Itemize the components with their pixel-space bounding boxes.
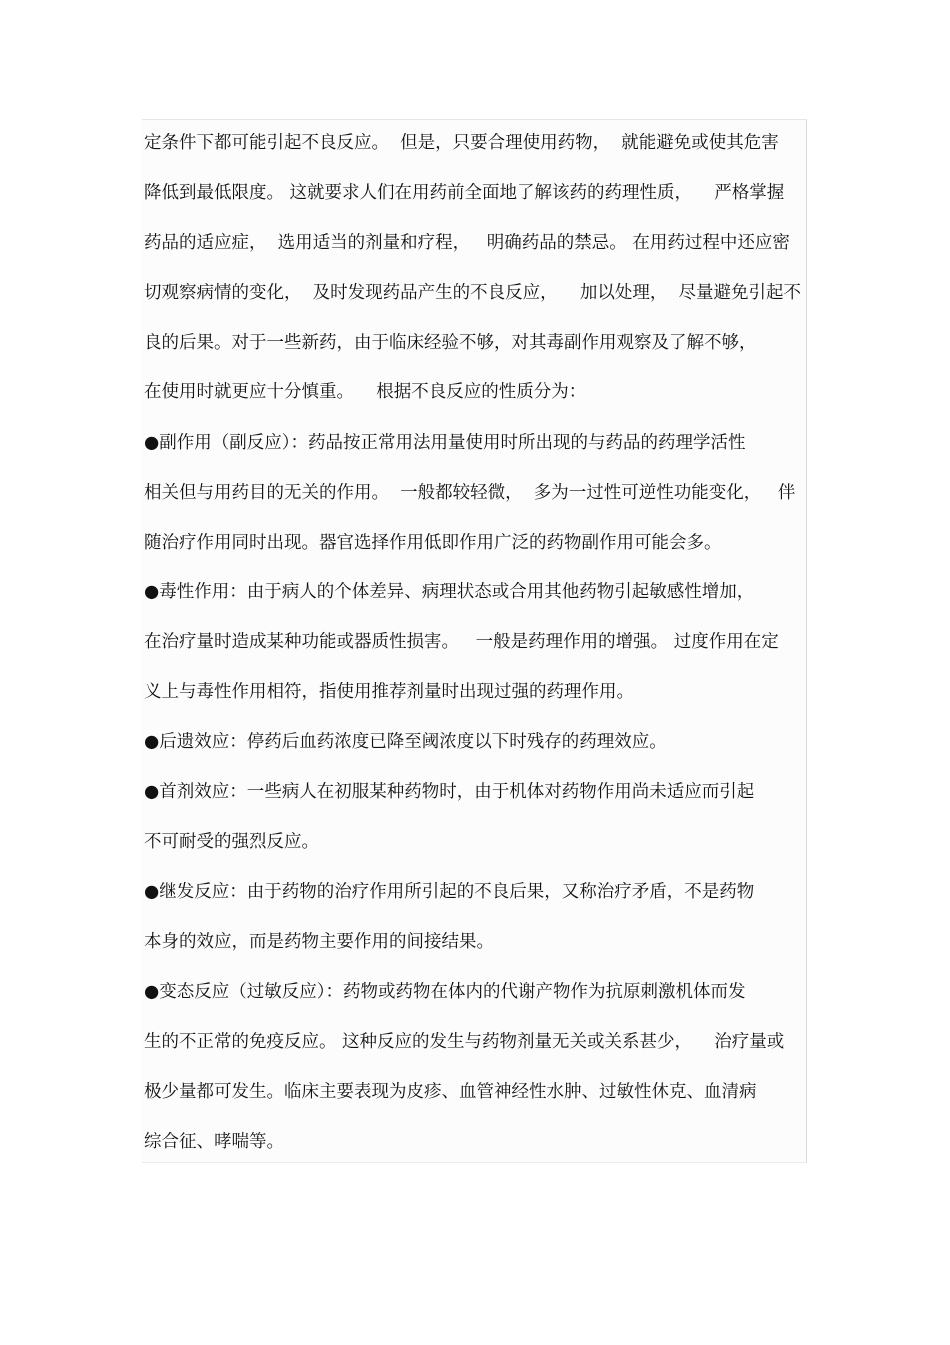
bullet-item-first-dose-effect: ●首剂效应：一些病人在初服某种药物时，由于机体对药物作用尚未适应而引起 [144, 782, 755, 802]
text-line: 切观察病情的变化， 及时发现药品产生的不良反应， 加以处理， 尽量避免引起不 [144, 283, 801, 303]
text-line: 降低到最低限度。 这就要求人们在用药前全面地了解该药的药理性质， 严格掌握 [144, 183, 785, 203]
bullet-item-allergic-reaction: ●变态反应（过敏反应）：药物或药物在体内的代谢产物作为抗原刺激机体而发 [144, 982, 746, 1002]
bullet-item-toxic-effect: ●毒性作用：由于病人的个体差异、病理状态或合用其他药物引起敏感性增加， [144, 582, 755, 602]
text-line: 在治疗量时造成某种功能或器质性损害。 一般是药理作用的增强。 过度作用在定 [144, 632, 779, 652]
text-line: 相关但与用药目的无关的作用。 一般都较轻微， 多为一过性可逆性功能变化， 伴 [144, 483, 796, 503]
text-line: 义上与毒性作用相符，指使用推荐剂量时出现过强的药理作用。 [144, 682, 634, 702]
text-line: 随治疗作用同时出现。器官选择作用低即作用广泛的药物副作用可能会多。 [144, 533, 722, 553]
text-line: 药品的适应症， 选用适当的剂量和疗程， 明确药品的禁忌。 在用药过程中还应密 [144, 233, 790, 253]
text-line: 良的后果。对于一些新药，由于临床经验不够，对其毒副作用观察及了解不够， [144, 333, 757, 353]
text-line: 综合征、哮喘等。 [144, 1132, 284, 1152]
bullet-item-side-effect: ●副作用（副反应）：药品按正常用法用量使用时所出现的与药品的药理学活性 [144, 433, 746, 453]
text-line: 不可耐受的强烈反应。 [144, 832, 319, 852]
text-line: 生的不正常的免疫反应。 这种反应的发生与药物剂量无关或关系甚少， 治疗量或 [144, 1032, 785, 1052]
text-line: 在使用时就更应十分慎重。 根据不良反应的性质分为： [144, 382, 587, 402]
bullet-item-residual-effect: ●后遗效应：停药后血药浓度已降至阈浓度以下时残存的药理效应。 [144, 732, 667, 752]
text-line: 本身的效应，而是药物主要作用的间接结果。 [144, 932, 494, 952]
text-line: 定条件下都可能引起不良反应。 但是，只要合理使用药物， 就能避免或使其危害 [144, 133, 779, 153]
text-line: 极少量都可发生。临床主要表现为皮疹、血管神经性水肿、过敏性休克、血清病 [144, 1082, 757, 1102]
bullet-item-secondary-reaction: ●继发反应：由于药物的治疗作用所引起的不良后果，又称治疗矛盾，不是药物 [144, 882, 755, 902]
